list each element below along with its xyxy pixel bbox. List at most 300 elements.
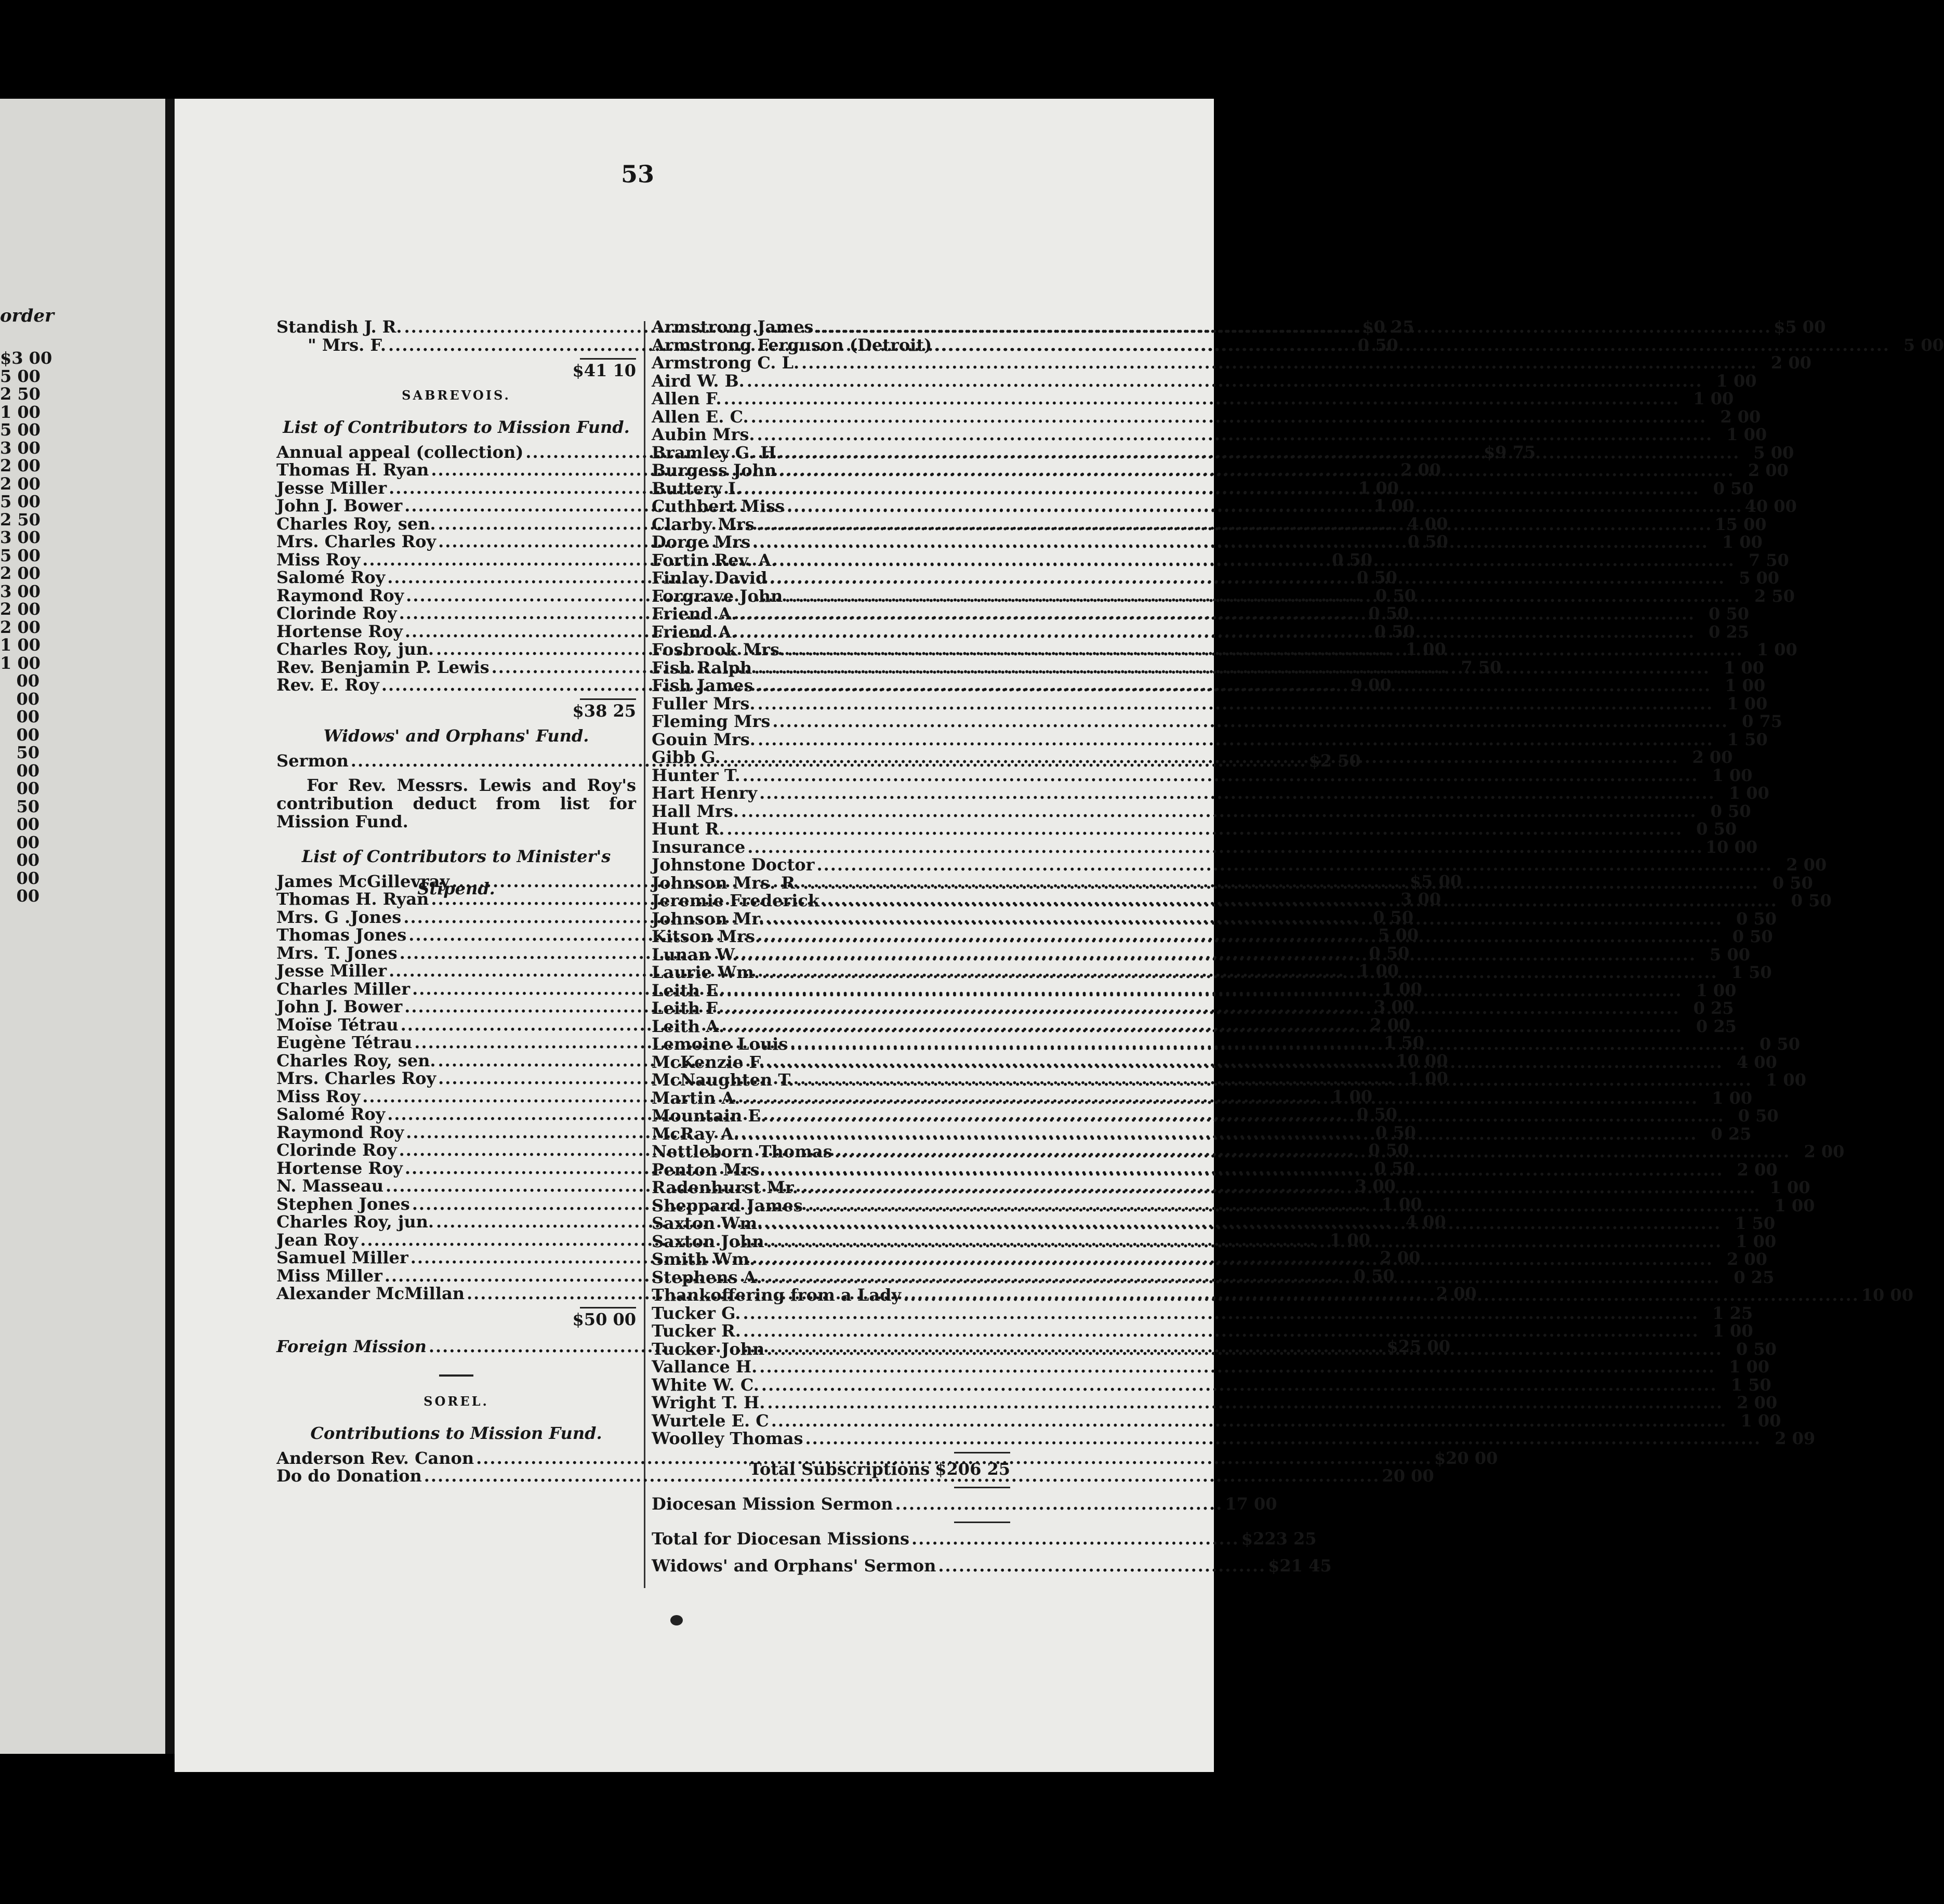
contributor-name: Charles Roy, sen. (276, 513, 436, 534)
facing-page-amount: 5 00 (0, 420, 41, 440)
facing-page-amount: 00 (16, 778, 39, 798)
contributor-name: Miss Roy (276, 1086, 361, 1106)
contribution-amount: 10 00 (1705, 837, 1758, 857)
contributor-name: Aubin Mrs. (652, 425, 755, 444)
contribution-amount: 0 50 (1713, 478, 1754, 498)
row-amount: $223 25 (1241, 1528, 1317, 1549)
facing-page-amount: 00 (16, 689, 39, 709)
contributor-name: Rev. Benjamin P. Lewis (276, 657, 490, 677)
contribution-amount: 1 00 (1740, 1410, 1781, 1431)
facing-page-amount: 5 00 (0, 366, 41, 386)
facing-page-amount: 2 50 (0, 384, 41, 404)
contributor-name: Charles Roy, jun. (276, 639, 434, 659)
contributor-name: Allen F. (652, 389, 722, 408)
contributor-name: Gibb G. (652, 747, 721, 767)
contributor-name: N. Masseau (276, 1176, 384, 1196)
subtotal-amount: $41 10 (572, 361, 636, 380)
contribution-amount: 0 50 (1373, 907, 1413, 927)
contributor-name: Miss Roy (276, 549, 361, 570)
contribution-amount: 1 00 (1329, 1229, 1370, 1250)
total-label: Total Subscriptions (749, 1459, 930, 1479)
contributor-name: Sheppard James (652, 1195, 803, 1215)
contribution-amount: 1 00 (1769, 1178, 1810, 1197)
subtotal-row (276, 1311, 636, 1329)
contributor-name: Stephen Jones (276, 1194, 410, 1214)
ledger-row (652, 640, 1797, 659)
contribution-amount: 0 50 (1357, 335, 1398, 355)
contributor-name: Jean Roy (276, 1229, 359, 1250)
contribution-amount: $5 00 (1774, 317, 1826, 337)
contribution-amount: 0 50 (1356, 567, 1397, 587)
contribution-amount: 0 50 (1732, 927, 1773, 946)
ledger-row (652, 1195, 1815, 1215)
ledger-row (652, 819, 1737, 839)
ledger-row (652, 1374, 1771, 1395)
contribution-amount: $2 50 (1308, 751, 1361, 771)
contributor-name: Annual appeal (collection) (276, 442, 524, 462)
section-heading-sorel: SOREL. (424, 1393, 489, 1409)
contribution-amount: 2 00 (1380, 1248, 1421, 1267)
ledger-row (652, 1393, 1778, 1412)
contribution-amount: 1 00 (1712, 1321, 1753, 1341)
contribution-amount: 40 00 (1744, 496, 1797, 516)
total-amount: $206 25 (935, 1459, 1010, 1479)
contribution-amount: 0 50 (1375, 585, 1416, 605)
facing-page-amount: 5 00 (0, 492, 41, 511)
facing-page-amount: 1 00 (0, 402, 41, 422)
contributor-name: Nettleborn Thomas (652, 1142, 832, 1161)
contribution-amount: 2 00 (1400, 460, 1441, 480)
ledger-row (652, 711, 1783, 731)
ledger-row (652, 783, 1769, 803)
contributor-name: Mrs. G .Jones (276, 907, 402, 927)
widows-fund-title: Widows' and Orphans' Fund. (323, 726, 589, 746)
ledger-row (652, 837, 1758, 857)
ledger-row (652, 1303, 1753, 1323)
contributor-name: Penton Mrs. (652, 1159, 765, 1180)
facing-page-amount: 1 00 (0, 635, 41, 655)
contributor-name: Saxton Wm. (652, 1213, 763, 1233)
ledger-row (652, 1410, 1781, 1431)
contribution-amount: 0 50 (1374, 621, 1415, 641)
contribution-amount: $5 00 (1409, 871, 1462, 891)
contribution-amount: 9 00 (1351, 675, 1392, 695)
facing-page-amount: 50 (16, 743, 39, 762)
contribution-amount: 1 00 (1729, 1357, 1769, 1377)
contribution-amount: 2 00 (1804, 1142, 1845, 1161)
contributor-name: Mountain E. (652, 1106, 766, 1126)
contributor-name: Do do Donation (276, 1466, 422, 1486)
contributor-name: Hunt R. (652, 819, 725, 839)
contribution-amount: 1 25 (1712, 1303, 1753, 1323)
contribution-amount: 1 00 (1332, 1086, 1372, 1106)
contribution-amount: 2 00 (1370, 1014, 1411, 1035)
row-label: Total for Diocesan Missions (652, 1528, 910, 1549)
contribution-amount: 1 50 (1730, 1374, 1771, 1395)
contribution-amount: 0 50 (1709, 604, 1749, 624)
contributor-name: Buttery I. (652, 478, 742, 498)
contribution-amount: 2 00 (1436, 1284, 1477, 1303)
facing-page-amount: 00 (16, 760, 39, 781)
ledger-row (652, 765, 1753, 785)
contribution-amount: 1 00 (1693, 389, 1734, 408)
contribution-amount: 1 00 (1723, 657, 1764, 678)
contribution-amount: 1 00 (1716, 371, 1757, 391)
ledger-row (652, 406, 1761, 427)
contributor-name: Burgess John (652, 460, 777, 480)
contributor-name: Thomas Jones (276, 925, 407, 945)
ink-blot (670, 1615, 683, 1625)
contributor-name: Kitson Mrs. (652, 927, 761, 946)
contributor-name: Charles Roy, jun. (276, 1212, 434, 1232)
stipend-title: List of Contributors to Minister's Stipend. (301, 846, 611, 898)
contributor-name: Mrs. Charles Roy (276, 1068, 437, 1088)
ledger-row (652, 1249, 1767, 1269)
ledger-row (652, 1106, 1779, 1126)
contribution-amount: 2 00 (1748, 460, 1789, 480)
contributor-name: McRay A. (652, 1123, 739, 1144)
facing-page-amount: 00 (16, 814, 39, 834)
contribution-amount: 3 00 (1374, 997, 1414, 1016)
ledger-row (652, 604, 1749, 624)
ledger-row (652, 1429, 1816, 1448)
contribution-amount: 5 00 (1378, 925, 1419, 945)
contribution-amount: 0 50 (1332, 549, 1372, 570)
contributor-name: Raymond Roy (276, 1122, 404, 1142)
total-subscriptions-row (652, 1456, 1010, 1483)
contributor-name: Hunter T. (652, 765, 740, 785)
contributor-name: Vallance H. (652, 1357, 758, 1377)
contributor-name: Hortense Roy (276, 1158, 403, 1178)
contributor-name: Johnstone Doctor (652, 855, 815, 875)
contribution-amount: 0 25 (1711, 1123, 1752, 1144)
contributor-name: Clorinde Roy (276, 603, 397, 623)
contributor-name: McNaughten T. (652, 1070, 795, 1090)
subtotal-row (276, 702, 636, 720)
contributor-name: Foreign Mission (276, 1337, 427, 1356)
contribution-amount: 0 50 (1407, 532, 1448, 551)
contributor-name: Aird W. B. (652, 371, 745, 391)
contributor-name: Finlay David (652, 568, 768, 588)
contributor-name: Hall Mrs. (652, 801, 739, 821)
facing-page-amount: 00 (16, 671, 39, 691)
contributor-name: Fuller Mrs. (652, 693, 756, 713)
facing-page-amount: 2 00 (0, 563, 41, 583)
contributor-name: Salomé Roy (276, 567, 386, 587)
contribution-amount: 1 00 (1736, 1231, 1777, 1251)
contribution-amount: 0 50 (1710, 801, 1751, 821)
subtotal-row (276, 362, 636, 380)
section-heading-sabrevois: SABREVOIS. (402, 387, 511, 403)
contribution-amount: 7 50 (1748, 550, 1789, 570)
ledger-row (652, 389, 1734, 408)
facing-page-amount: 2 50 (0, 509, 41, 530)
contributor-name: Tucker G. (652, 1303, 741, 1323)
facing-page-amount: 2 00 (0, 473, 41, 494)
contribution-amount: 0 50 (1368, 603, 1409, 623)
facing-page-header: order (0, 306, 54, 326)
facing-page-amount: 2 00 (0, 456, 41, 475)
facing-page-amounts (0, 348, 52, 906)
contribution-amount: 0 50 (1356, 1104, 1397, 1124)
contribution-amount: 2 50 (1754, 586, 1795, 606)
contribution-amount: 0 50 (1696, 819, 1737, 839)
contribution-amount: 5 00 (1753, 442, 1794, 462)
contribution-amount: 1 50 (1384, 1033, 1424, 1052)
contribution-amount: 1 00 (1728, 783, 1769, 803)
sum-rule (652, 1517, 1010, 1525)
contribution-amount: 1 00 (1407, 1068, 1448, 1088)
contribution-amount: 2 00 (1737, 1393, 1778, 1412)
contribution-amount: 5 00 (1903, 335, 1944, 355)
contributor-name: Jesse Miller (276, 961, 387, 981)
contribution-amount: 1 50 (1727, 729, 1768, 749)
facing-page-amount: 5 00 (0, 545, 41, 565)
contribution-amount: 2 00 (1692, 747, 1733, 767)
contributor-name: Smith Wm. (652, 1249, 756, 1269)
ledger-row (652, 855, 1827, 875)
contributor-name: Clarby Mrs (652, 514, 755, 534)
contribution-amount: 1 00 (1712, 1088, 1753, 1108)
contributor-name: Insurance (652, 837, 746, 857)
contributor-name: Anderson Rev. Canon (276, 1448, 474, 1468)
contributor-name: Gouin Mrs. (652, 729, 756, 749)
contribution-amount: 20 00 (1382, 1466, 1434, 1486)
contributor-name: Thomas H. Ryan (276, 460, 429, 480)
row-label: Widows' and Orphans' Sermon (652, 1555, 936, 1576)
contributor-name: Rev. E. Roy (276, 675, 379, 695)
contributor-name: Forgrave John (652, 586, 783, 606)
contribution-amount: 0 50 (1772, 872, 1813, 893)
contributor-name: Lunan W. (652, 944, 738, 964)
facing-page-amount: 00 (16, 850, 39, 870)
contribution-amount: 10 00 (1396, 1050, 1448, 1070)
contribution-amount: 5 00 (1739, 568, 1780, 588)
contributor-name: Clorinde Roy (276, 1140, 397, 1160)
contributor-name: Raymond Roy (276, 585, 404, 605)
contribution-amount: 1 00 (1358, 478, 1399, 498)
contributor-name: Samuel Miller (276, 1248, 408, 1267)
contribution-amount: 7 50 (1461, 657, 1502, 677)
contribution-amount: $0 25 (1362, 317, 1414, 337)
ledger-row (652, 1231, 1777, 1251)
contribution-amount: 0 50 (1760, 1034, 1800, 1054)
contribution-amount: 0 25 (1709, 622, 1749, 642)
ledger-row (276, 1448, 1498, 1468)
subtotal-amount: $38 25 (572, 700, 636, 721)
contribution-amount: 0 50 (1369, 943, 1410, 963)
facing-page-amount: 00 (16, 832, 39, 852)
contribution-amount: 4 00 (1405, 1212, 1446, 1232)
contributor-name: McKenzie F. (652, 1052, 765, 1072)
contributor-name: Hortense Roy (276, 621, 403, 641)
contributor-name: Allen E. C. (652, 406, 749, 427)
ledger-row (652, 908, 1777, 929)
page-gutter (165, 99, 175, 1754)
contribution-amount: 0 50 (1374, 1158, 1415, 1178)
contribution-amount: 1 00 (1722, 532, 1763, 552)
contributor-name: Fish James (652, 676, 753, 695)
row-amount: $21 45 (1268, 1555, 1332, 1576)
ledger-row (652, 425, 1767, 444)
contribution-amount: 1 00 (1405, 639, 1446, 659)
contributor-name: Johnson Mr. (652, 908, 765, 929)
contributor-name: Fosbrook Mrs. (652, 640, 785, 659)
contribution-amount: 1 00 (1765, 1070, 1806, 1090)
contribution-amount: 2 00 (1770, 353, 1811, 373)
contributor-name: Bramley G. H. (652, 442, 782, 462)
sorel-fund-title: Contributions to Mission Fund. (310, 1423, 602, 1443)
contribution-amount: 0 50 (1368, 1140, 1409, 1160)
contribution-amount: 4 00 (1407, 513, 1448, 534)
contribution-amount: 0 25 (1696, 1016, 1737, 1036)
contribution-amount: 1 00 (1374, 496, 1414, 515)
contribution-amount: 0 25 (1693, 998, 1734, 1018)
contribution-amount: 0 50 (1375, 1122, 1416, 1142)
total-diocesan-row (652, 1525, 1317, 1552)
facing-page-amount: 1 00 (0, 653, 41, 673)
contributor-name: Charles Roy, sen. (276, 1050, 436, 1070)
contributor-name: Leith A. (652, 1016, 725, 1036)
contributor-name: Lemoine Louis (652, 1034, 788, 1054)
contribution-amount: 1 00 (1381, 979, 1422, 999)
contribution-amount: 15 00 (1714, 514, 1767, 534)
contribution-amount: 0 50 (1354, 1265, 1395, 1286)
contributor-name: Moïse Tétrau (276, 1014, 399, 1035)
facing-page-amount: $3 00 (0, 348, 52, 368)
sum-rule (652, 1483, 1010, 1490)
facing-page-amount: 00 (16, 886, 39, 906)
contribution-amount: 3 00 (1355, 1176, 1396, 1196)
contribution-amount: 1 50 (1735, 1213, 1776, 1233)
section-separator (439, 1374, 473, 1377)
contributor-name: Mrs. T. Jones (276, 943, 398, 963)
contributor-name: Charles Miller (276, 979, 411, 999)
contributor-name: Saxton John (652, 1231, 764, 1251)
contributor-name: Thankoffering from a Lady (652, 1285, 902, 1305)
ledger-row (652, 693, 1768, 713)
contribution-amount: 4 00 (1736, 1052, 1777, 1072)
contributor-name: Mrs. Charles Roy (276, 532, 437, 551)
contributor-name: Wurtele E. C (652, 1410, 769, 1431)
facing-page-amount: 00 (16, 724, 39, 745)
contributor-name: Laurie Wm. (652, 962, 760, 982)
contributor-name: " Mrs. F. (308, 335, 387, 355)
contribution-amount: 2 00 (1720, 406, 1761, 427)
contributor-name: Dorge Mrs (652, 532, 751, 552)
contributor-name: Fish Ralph (652, 657, 752, 678)
contributor-name: Leith E. (652, 980, 724, 1000)
contribution-amount: 0 50 (1791, 891, 1832, 910)
contributor-name: Stephens A. (652, 1267, 762, 1287)
contribution-amount: 0 50 (1736, 908, 1777, 929)
ledger-row (652, 460, 1789, 480)
ledger-row (652, 371, 1757, 391)
contribution-amount: 1 00 (1727, 693, 1768, 713)
contribution-amount: 3 00 (1400, 889, 1441, 909)
contributor-name: Sermon (276, 751, 349, 771)
ledger-row (652, 1088, 1753, 1108)
diocesan-sermon-row (652, 1490, 1277, 1517)
facing-page-fragment (0, 99, 165, 1754)
contribution-amount: $20 00 (1434, 1448, 1498, 1468)
facing-page-amount: 2 00 (0, 617, 41, 637)
contributor-name: Salomé Roy (276, 1104, 386, 1124)
contribution-amount: 2 00 (1737, 1159, 1778, 1180)
contributor-name: Woolley Thomas (652, 1429, 803, 1448)
contributor-name: Jesse Miller (276, 478, 387, 498)
contribution-amount: 1 00 (1381, 1194, 1422, 1214)
contributor-name: Thomas H. Ryan (276, 889, 429, 909)
facing-page-amount: 50 (16, 796, 39, 816)
contributor-name: Friend A. (652, 604, 737, 624)
contribution-amount: 1 00 (1696, 980, 1737, 1000)
contributor-name: Eugène Tétrau (276, 1033, 413, 1052)
contributor-name: Tucker John (652, 1339, 765, 1359)
contribution-amount: 1 00 (1725, 676, 1766, 695)
facing-page-amount: 3 00 (0, 438, 41, 458)
contributor-name: Alexander McMillan (276, 1284, 465, 1303)
contribution-amount: $9 75 (1484, 442, 1536, 462)
contributor-name: Hart Henry (652, 783, 758, 803)
contributor-name: Fortin Rev. A. (652, 550, 777, 570)
contributor-name: Martin A. (652, 1088, 740, 1108)
contribution-amount: 0 50 (1736, 1339, 1777, 1359)
contribution-amount: $25 00 (1386, 1337, 1450, 1356)
row-label: Diocesan Mission Sermon (652, 1493, 893, 1514)
sum-rule (652, 1448, 1010, 1456)
contributor-name: Radenhurst Mr. (652, 1178, 798, 1197)
deduction-note: For Rev. Messrs. Lewis and Roy's contribution deduct from list for Mission Fund. (276, 775, 636, 831)
page-number: 53 (621, 160, 655, 188)
contributor-name: Tucker R. (652, 1321, 741, 1341)
contributor-name: White W. C. (652, 1374, 759, 1395)
facing-page-amount: 2 00 (0, 599, 41, 619)
contributor-name: John J. Bower (276, 496, 403, 515)
facing-page-amount: 3 00 (0, 527, 41, 547)
contribution-amount: 1 00 (1756, 640, 1797, 659)
ledger-row (652, 980, 1737, 1000)
contributor-name: Armstrong C. L. (652, 353, 800, 373)
ledger-row (652, 801, 1751, 821)
contributor-name: Wright T. H. (652, 1393, 765, 1412)
row-amount: 17 00 (1225, 1493, 1277, 1514)
contributor-name: Fleming Mrs (652, 711, 771, 731)
contribution-amount: 1 00 (1726, 425, 1767, 444)
ledger-row (652, 729, 1768, 749)
contribution-amount: 0 50 (1738, 1106, 1779, 1126)
contribution-amount: 1 00 (1774, 1195, 1815, 1215)
facing-page-amount: 3 00 (0, 581, 41, 601)
ledger-row (652, 1321, 1753, 1341)
contribution-amount: 10 00 (1861, 1285, 1913, 1305)
contribution-amount: 0 25 (1734, 1267, 1775, 1287)
contributor-name: Armstrong James (652, 317, 814, 337)
contributor-name: Miss Miller (276, 1265, 382, 1286)
subtotal-amount: $50 00 (572, 1309, 636, 1329)
contributor-name: John J. Bower (276, 997, 403, 1016)
contributor-name: Friend A. (652, 622, 737, 642)
ledger-row (652, 1357, 1769, 1377)
contributor-name: Armstrong Ferguson (Detroit) (652, 335, 932, 355)
ledger-row (652, 353, 1811, 373)
contribution-amount: 1 00 (1712, 765, 1753, 785)
ledger-row (652, 1070, 1806, 1090)
contribution-amount: 1 00 (1358, 961, 1399, 981)
widows-sermon-row (652, 1552, 1332, 1579)
contribution-amount: 2 09 (1775, 1429, 1816, 1448)
contributor-name: Leith F. (652, 998, 722, 1018)
